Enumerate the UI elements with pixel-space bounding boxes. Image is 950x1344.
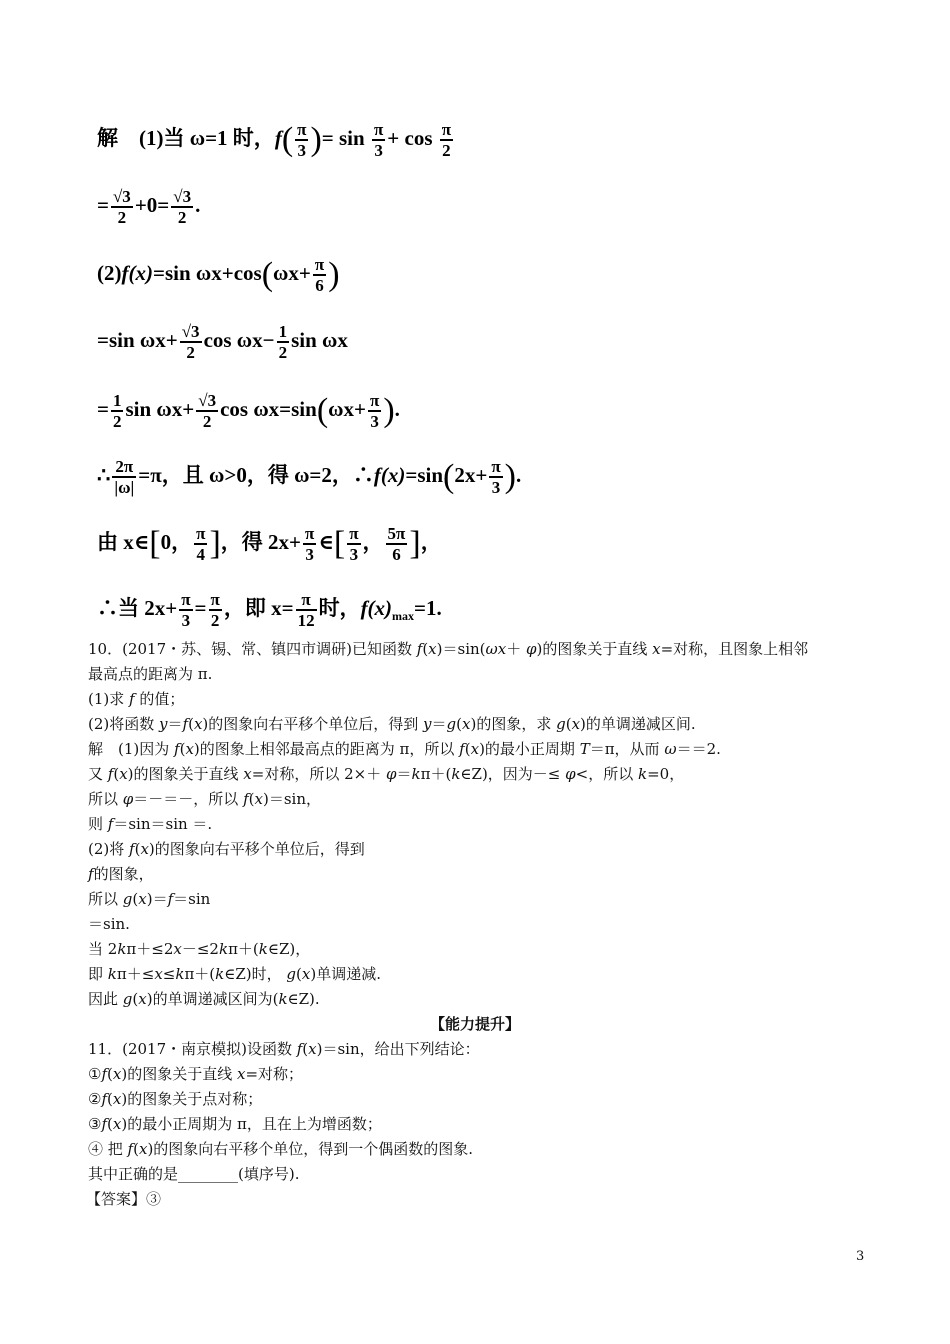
fraction: $\frac{\pi}{12}$ (297, 590, 315, 631)
section-heading: 【能力提升】 (429, 1015, 520, 1033)
problem-11-option-2: ②f(x)的图象关于点对称； (88, 1090, 263, 1108)
answer: 【答案】③ (86, 1190, 162, 1208)
fraction: $\frac{2\pi}{|\omega|}$ (114, 457, 135, 498)
solution-10-line-8: ＝sin. (88, 915, 130, 933)
fraction: $\frac{\pi}{3}$ (491, 457, 501, 498)
fraction: $\frac{1}{2}$ (278, 322, 288, 363)
problem-11-option-4: ④ 把 f(x)的图象向右平移个单位，得到一个偶函数的图象. (88, 1140, 474, 1158)
solution-10-line-5: (2)将 f(x)的图象向右平移个单位后，得到 (88, 840, 365, 858)
problem-11-option-1: ①f(x)的图象关于直线 x=对称； (88, 1065, 304, 1083)
solution-10-line-7: 所以 g(x)＝f＝sin (88, 890, 211, 908)
problem-11-question: 其中正确的是________(填序号). (88, 1165, 300, 1183)
solution-10-line-9: 当 2kπ＋≤2x－≤2kπ＋(k∈Z)， (88, 940, 311, 958)
solution-10-line-2: 又 f(x)的图象关于直线 x=对称，所以 2×＋ φ＝kπ＋(k∈Z)，因为－≤ φ<，所以 k=0， (88, 765, 685, 783)
fraction: $\frac{1}{2}$ (112, 391, 122, 432)
fraction: $\frac{\pi}{3}$ (349, 524, 359, 565)
problem-10-part-1: (1)求 f 的值； (88, 690, 185, 708)
fraction: $\frac{√3}{2}$ (112, 187, 131, 228)
fraction: $\frac{\pi}{4}$ (196, 524, 206, 565)
solution-step-2: = $\frac{√3}{2}$ +0= $\frac{√3}{2}$ . (97, 187, 201, 228)
solution-step-5: = $\frac{1}{2}$ sin ωx+ $\frac{√3}{2}$ cos ωx=sin(ωx+ $\frac{\pi}{3}$ ). (97, 391, 400, 432)
solution-10-line-1: 解 (1)因为 f(x)的图象上相邻最高点的距离为 π，所以 f(x)的最小正周期 T＝π，从而 ω＝＝2. (88, 740, 721, 758)
fraction: $\frac{\pi}{3}$ (297, 120, 307, 161)
fraction: $\frac{√3}{2}$ (198, 391, 217, 432)
problem-10-line-1: 10．(2017・苏、锡、常、镇四市调研)已知函数 f(x)＝sin(ωx＋ φ)的图象关于直线 x=对称，且图象上相邻 (88, 640, 809, 658)
fraction: $\frac{\pi}{2}$ (210, 590, 220, 631)
solution-10-line-3: 所以 φ＝－＝－，所以 f(x)＝sin， (88, 790, 321, 808)
fraction: $\frac{\pi}{3}$ (181, 590, 191, 631)
problem-11-option-3: ③f(x)的最小正周期为 π，且在上为增函数； (88, 1115, 382, 1133)
fraction: $\frac{\pi}{2}$ (441, 120, 452, 161)
fraction: $\frac{\pi}{3}$ (373, 120, 384, 161)
problem-10-part-2: (2)将函数 y＝f(x)的图象向右平移个单位后，得到 y＝g(x)的图象，求 g(x)的单调递减区间. (88, 715, 696, 733)
problem-10-line-2: 最高点的距离为 π. (88, 665, 213, 683)
solution-step-4: =sin ωx+ $\frac{√3}{2}$ cos ωx− $\frac{1}{2}$ sin ωx (97, 322, 348, 363)
function-f: f (274, 126, 282, 150)
problem-11-line-1: 11．(2017・南京模拟)设函数 f(x)＝sin，给出下列结论： (88, 1040, 480, 1058)
solution-10-line-6: f的图象， (88, 865, 154, 883)
solution-step-6: ∴ $\frac{2\pi}{|\omega|}$ =π，且 ω>0，得 ω=2，∴f(x)=sin(2x+ $\frac{\pi}{3}$ ). (97, 457, 522, 498)
solution-10-line-4: 则 f＝sin＝sin ＝. (88, 815, 213, 833)
fraction: $\frac{\pi}{3}$ (305, 524, 315, 565)
fraction: $\frac{√3}{2}$ (173, 187, 192, 228)
fraction: $\frac{5\pi}{6}$ (387, 524, 406, 565)
fraction: $\frac{\pi}{6}$ (314, 255, 325, 296)
solution-step-8: ∴当 2x+ $\frac{\pi}{3}$ = $\frac{\pi}{2}$ ，即 x= $\frac{\pi}{12}$ 时，$f(x)_{max}=1$. (97, 590, 442, 631)
solution-step-7: 由 x∈[0， $\frac{\pi}{4}$ ]，得 2x+ $\frac{\pi}{3}$ ∈[ $\frac{\pi}{3}$ ， $\frac{5\pi}{6}$ ]， (97, 524, 442, 565)
solution-10-line-11: 因此 g(x)的单调递减区间为(k∈Z). (88, 990, 320, 1008)
fraction: $\frac{\pi}{3}$ (369, 391, 380, 432)
solution-step-1: 解 (1)当 ω=1 时，f( $\frac{\pi}{3}$ )= sin $\frac{\pi}{3}$ + cos $\frac{\pi}{2}$ (97, 120, 452, 161)
fraction: $\frac{√3}{2}$ (181, 322, 200, 363)
solution-step-3: (2)f(x)=sin ωx+cos(ωx+ $\frac{\pi}{6}$ ) (97, 255, 340, 296)
solution-10-line-10: 即 kπ＋≤x≤kπ＋(k∈Z)时， g(x)单调递减. (88, 965, 381, 983)
page-number: 3 (856, 1249, 865, 1264)
